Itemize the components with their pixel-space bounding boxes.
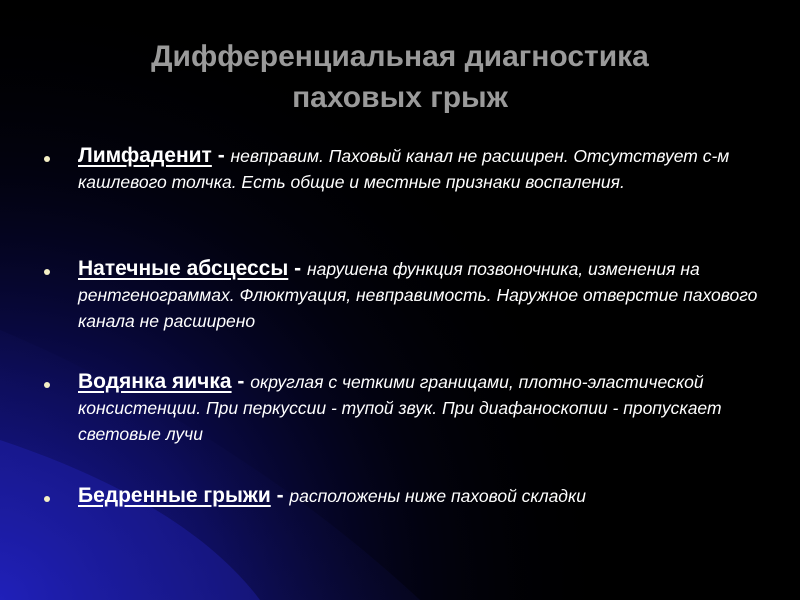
list-item bbox=[44, 483, 774, 509]
bullet-text bbox=[78, 256, 774, 334]
bullet-text bbox=[78, 369, 774, 447]
bullet-icon bbox=[44, 496, 50, 502]
bullet-description: округлая с четкими границами, плотно-эластической консистенции. При перкуссии - тупой звук. При диафаноскопии - пропускает световые лучи bbox=[78, 372, 722, 444]
list-item bbox=[44, 369, 774, 447]
bullet-term: Лимфаденит bbox=[78, 144, 212, 167]
bullet-term: Натечные абсцессы bbox=[78, 257, 289, 280]
bullet-separator: - bbox=[288, 257, 307, 280]
bullet-description: расположены ниже паховой складки bbox=[289, 486, 586, 506]
list-item bbox=[44, 143, 774, 195]
bullet-icon bbox=[44, 382, 50, 388]
bullet-term: Бедренные грыжи bbox=[78, 484, 271, 507]
bullet-term: Водянка яичка bbox=[78, 370, 232, 393]
bullet-separator: - bbox=[270, 484, 290, 507]
list-item bbox=[44, 256, 774, 334]
slide-title-line-1: Дифференциальная диагностика bbox=[151, 40, 649, 73]
bullet-separator: - bbox=[231, 370, 251, 393]
bullet-text bbox=[78, 143, 774, 195]
bullet-description: нарушена функция позвоночника, изменения на рентгенограммах. Флюктуация, невправимость. Наружное отверстие пахового канала не расширено bbox=[78, 259, 758, 331]
bullet-icon bbox=[44, 156, 50, 162]
slide-title bbox=[60, 36, 740, 118]
bullet-icon bbox=[44, 269, 50, 275]
bullet-description: невправим. Паховый канал не расширен. Отсутствует с-м кашлевого толчка. Есть общие и местные признаки воспаления. bbox=[78, 146, 730, 192]
bullet-text bbox=[78, 483, 774, 509]
bullet-separator: - bbox=[211, 144, 231, 167]
slide-title-line-2: паховых грыж bbox=[292, 81, 508, 114]
